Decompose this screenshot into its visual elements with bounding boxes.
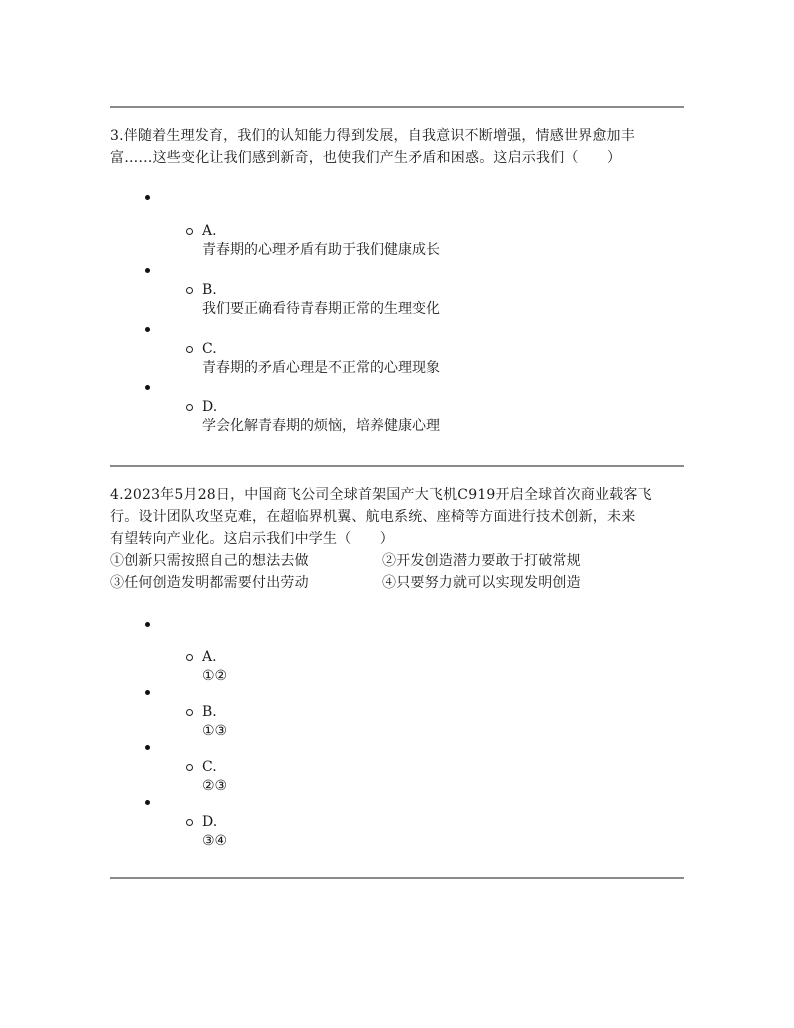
option-circle-icon <box>186 404 193 411</box>
statement-1: ①创新只需按照自己的想法去做 <box>110 553 309 569</box>
option-letter: C. <box>202 341 217 357</box>
separator-middle <box>110 465 684 467</box>
question-line: 有望转向产业化。这启示我们中学生（ ） <box>110 531 394 547</box>
option-text: ③④ <box>202 833 228 849</box>
option-text: 学会化解青春期的烦恼，培养健康心理 <box>202 418 440 434</box>
option-circle-icon <box>186 654 193 661</box>
option-letter: B. <box>202 282 217 298</box>
statement-row <box>110 572 690 594</box>
option-letter: B. <box>202 704 217 720</box>
list-bullet <box>145 800 150 805</box>
option-text: 我们要正确看待青春期正常的生理变化 <box>202 301 440 317</box>
option-letter: D. <box>202 399 218 415</box>
list-bullet <box>145 268 150 273</box>
list-bullet <box>145 690 150 695</box>
option-letter: D. <box>202 814 218 830</box>
statement-2: ②开发创造潜力要敢于打破常规 <box>382 553 581 569</box>
list-bullet <box>145 745 150 750</box>
list-bullet <box>145 385 150 390</box>
option-letter: A. <box>202 649 217 665</box>
question-line: 3.伴随着生理发育，我们的认知能力得到发展，自我意识不断增强，情感世界愈加丰 <box>110 128 635 144</box>
list-bullet <box>145 327 150 332</box>
question-line: 行。设计团队攻坚克难，在超临界机翼、航电系统、座椅等方面进行技术创新，未来 <box>110 509 636 525</box>
statement-4: ④只要努力就可以实现发明创造 <box>382 575 581 591</box>
option-text: 青春期的心理矛盾有助于我们健康成长 <box>202 242 440 258</box>
statement-3: ③任何创造发明都需要付出劳动 <box>110 575 309 591</box>
question-line: 4.2023年5月28日，中国商飞公司全球首架国产大飞机C919开启全球首次商业载客飞 <box>110 487 652 503</box>
list-bullet <box>145 195 150 200</box>
question-line: 富……这些变化让我们感到新奇，也使我们产生矛盾和困惑。这启示我们（ ） <box>110 150 622 166</box>
option-circle-icon <box>186 346 193 353</box>
option-letter: C. <box>202 759 217 775</box>
option-circle-icon <box>186 709 193 716</box>
option-text: ①③ <box>202 723 228 739</box>
option-text: ①② <box>202 668 228 684</box>
question-4-stem <box>110 484 690 594</box>
statement-row <box>110 550 690 572</box>
question-3-stem <box>110 125 690 169</box>
option-circle-icon <box>186 764 193 771</box>
list-bullet <box>145 622 150 627</box>
option-circle-icon <box>186 819 193 826</box>
separator-bottom <box>110 877 684 879</box>
option-text: ②③ <box>202 778 228 794</box>
option-letter: A. <box>202 223 217 239</box>
option-text: 青春期的矛盾心理是不正常的心理现象 <box>202 360 440 376</box>
option-circle-icon <box>186 228 193 235</box>
separator-top <box>110 106 684 108</box>
option-circle-icon <box>186 287 193 294</box>
